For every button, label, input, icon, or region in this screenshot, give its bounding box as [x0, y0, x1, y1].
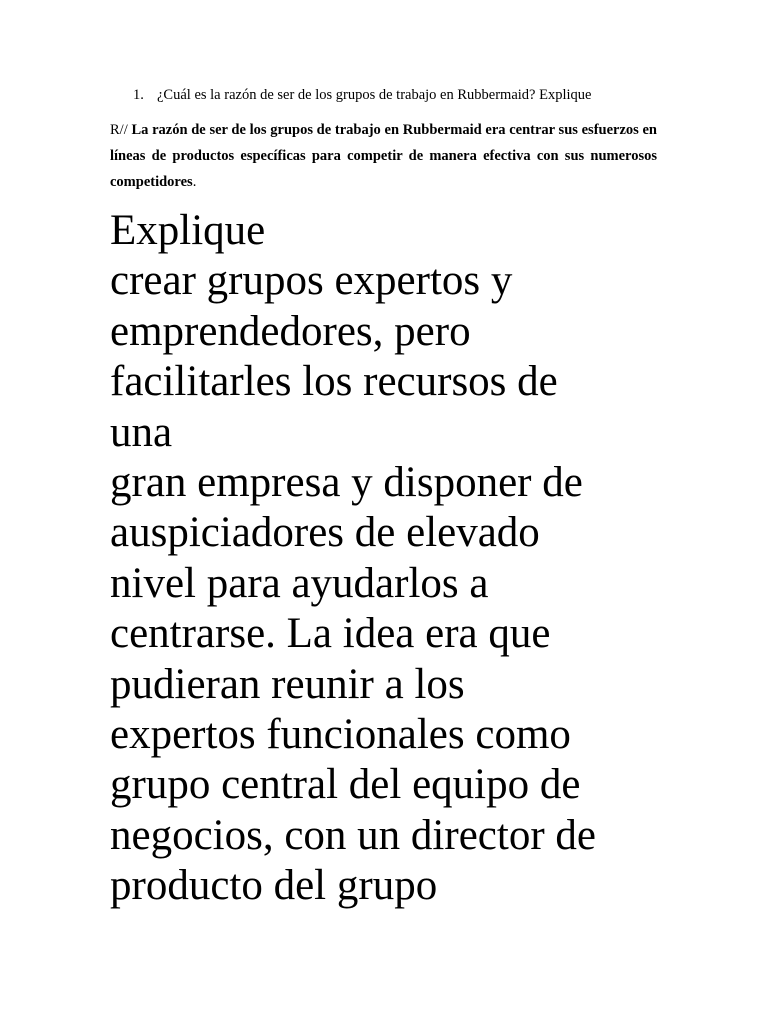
large-text-line: nivel para ayudarlos a [110, 559, 489, 607]
large-text-line: centrarse. La idea era que [110, 610, 551, 658]
large-text-line: Explique [110, 207, 266, 254]
large-text-line: expertos funcionales como [110, 711, 571, 759]
large-text-line: gran empresa y disponer de [110, 459, 583, 507]
question-item [133, 85, 591, 105]
answer-paragraph [110, 117, 657, 195]
question-text: ¿Cuál es la razón de ser de los grupos de trabajo en Rubbermaid? Explique [157, 87, 592, 103]
large-text-line: negocios, con un director de [110, 811, 596, 859]
large-text-line: producto del grupo [110, 862, 438, 910]
large-text-line: emprendedores, pero [110, 307, 471, 355]
large-text-line: pudieran reunir a los [110, 660, 465, 708]
answer-period: . [192, 174, 197, 190]
question-number: 1. [133, 87, 144, 103]
large-text-line: crear grupos expertos y [110, 257, 513, 305]
large-text-line: grupo central del equipo de [110, 761, 581, 809]
answer-text: La razón de ser de los grupos de trabajo en Rubbermaid era centrar sus esfuerzos en líneas de productos específicas para competir de manera efectiva con sus numerosos competidores [110, 122, 658, 190]
answer-prefix: R// [110, 122, 128, 138]
large-text-line: una [110, 408, 173, 456]
large-text-line: facilitarles los recursos de [110, 358, 558, 406]
large-text-line: auspiciadores de elevado [110, 509, 540, 557]
large-text-block [110, 206, 730, 912]
